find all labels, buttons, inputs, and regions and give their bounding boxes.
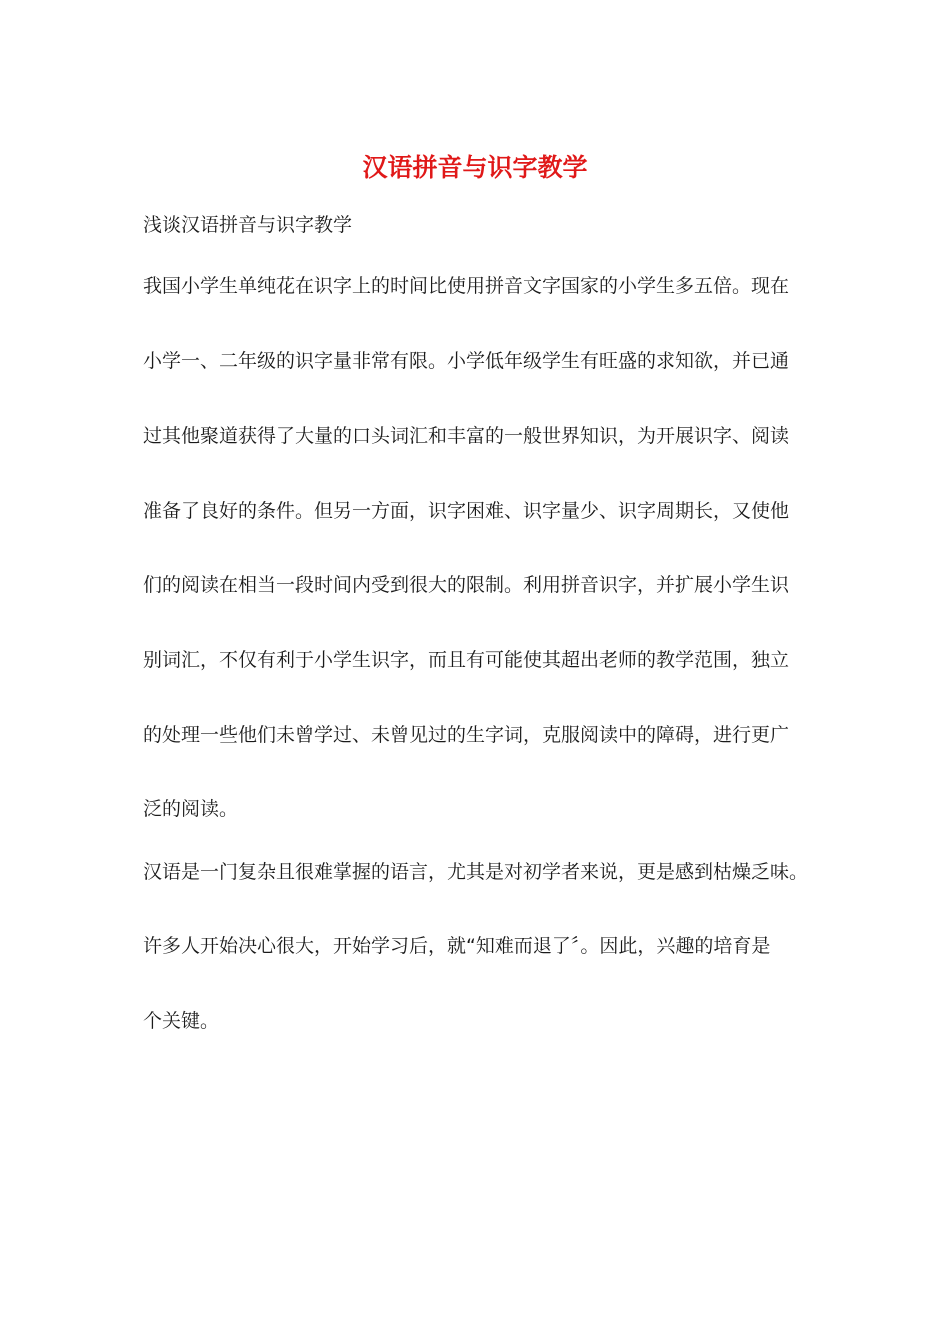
paragraph-1-line-3: 过其他聚道获得了大量的口头词汇和丰富的一般世界知识，为开展识字、阅读 bbox=[143, 425, 790, 447]
paragraph-1-line-4: 准备了良好的条件。但另一方面，识字困难、识字量少、识字周期长，又使他 bbox=[143, 500, 790, 522]
paragraph-1-line-1: 我国小学生单纯花在识字上的时间比使用拼音文字国家的小学生多五倍。现在 bbox=[143, 275, 790, 297]
document-subtitle: 浅谈汉语拼音与识字教学 bbox=[143, 214, 353, 236]
paragraph-2-line-3: 个关键。 bbox=[143, 1010, 220, 1032]
paragraph-1-line-7: 的处理一些他们未曾学过、未曾见过的生字词，克服阅读中的障碍，进行更广 bbox=[143, 724, 790, 746]
paragraph-2-line-2: 许多人开始决心很大，开始学习后，就“知难而退了〞。因此，兴趣的培育是 bbox=[143, 935, 771, 957]
paragraph-2-line-1: 汉语是一门复杂且很难掌握的语言，尤其是对初学者来说，更是感到枯燥乏味。 bbox=[143, 861, 809, 883]
document-title: 汉语拼音与识字教学 bbox=[362, 153, 588, 182]
paragraph-1-line-2: 小学一、二年级的识字量非常有限。小学低年级学生有旺盛的求知欲，并已通 bbox=[143, 350, 790, 372]
paragraph-1-line-8: 泛的阅读。 bbox=[143, 798, 239, 820]
paragraph-1-line-5: 们的阅读在相当一段时间内受到很大的限制。利用拼音识字，并扩展小学生识 bbox=[143, 574, 790, 596]
paragraph-1-line-6: 别词汇，不仅有利于小学生识字，而且有可能使其超出老师的教学范围，独立 bbox=[143, 649, 790, 671]
